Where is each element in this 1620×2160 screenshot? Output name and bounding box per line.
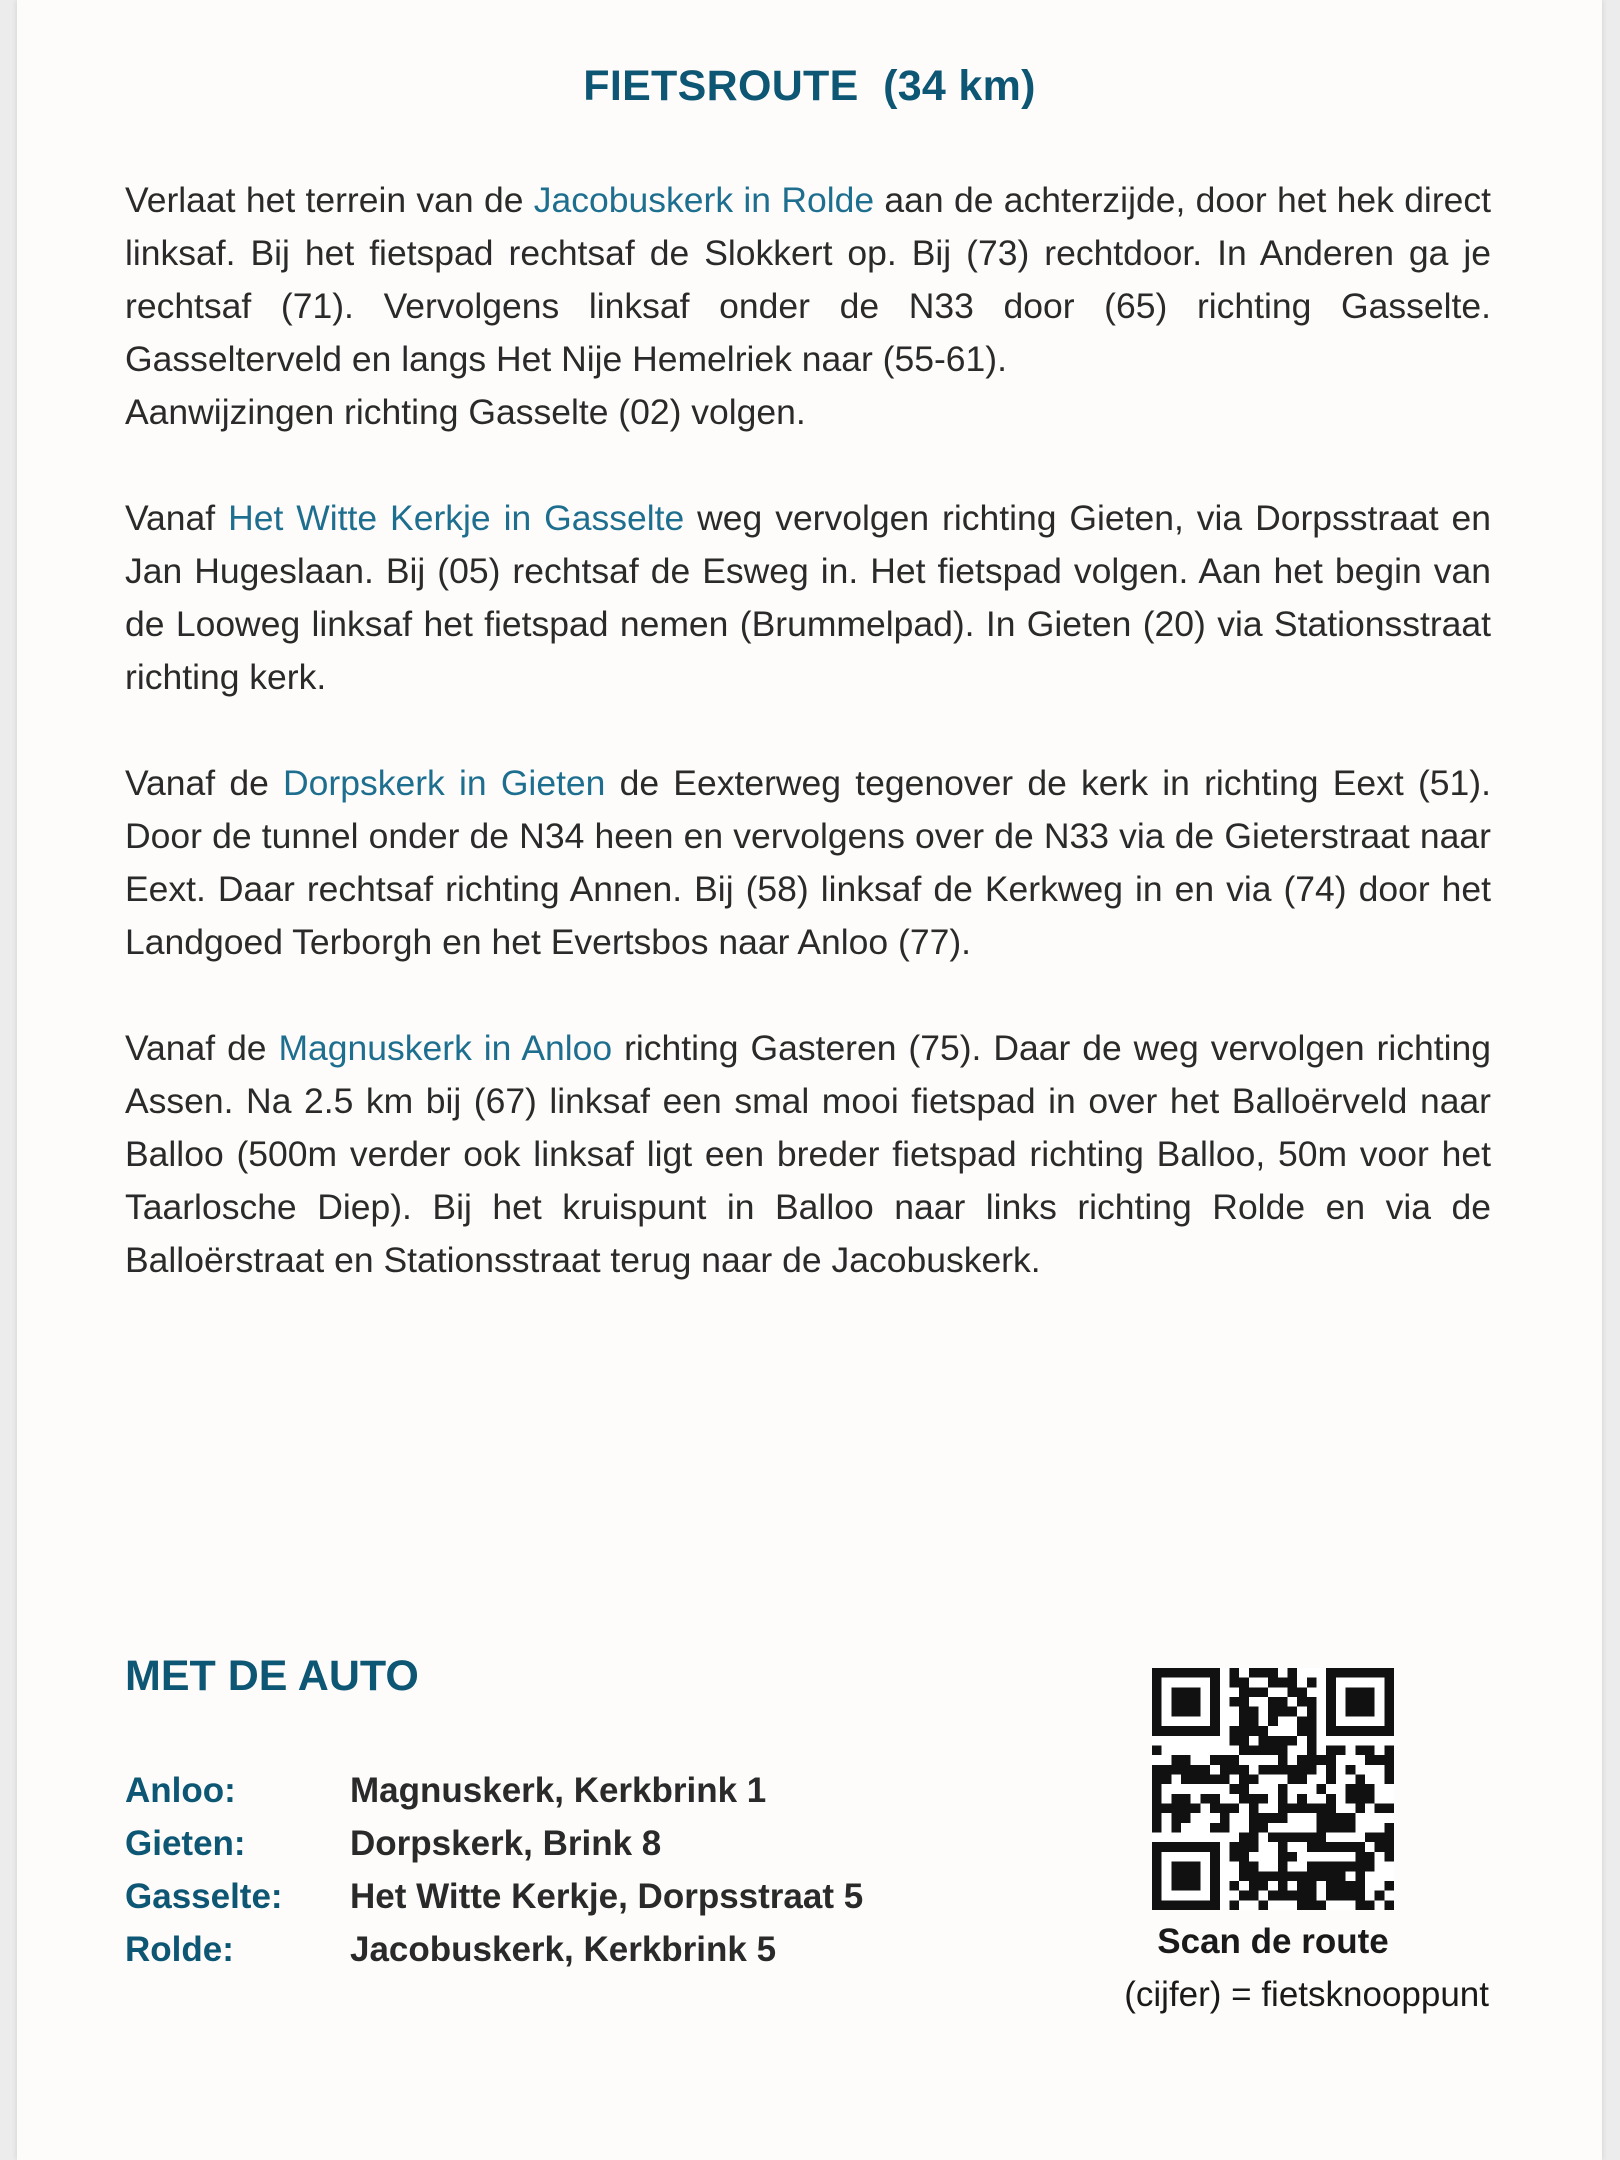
route-paragraph-rolde bbox=[125, 174, 1491, 439]
paragraph-text: Vanaf de bbox=[125, 1028, 279, 1068]
paragraph-text: de Eexterweg tegenover de kerk in richting Eext (51). Door de tunnel onder de N34 heen en vervolgens over de N33 via de Gieterstraat naar Eext. Daar rechtsaf richting Annen. Bij (58) linksaf de Kerkweg in en via (74) door het Landgoed Terborgh en het Evertsbos naar Anloo (77). bbox=[125, 763, 1491, 962]
church-link-magnuskerk[interactable]: Magnuskerk in Anloo bbox=[278, 1028, 613, 1068]
paragraph-text: Aanwijzingen richting Gasselte (02) volgen. bbox=[125, 392, 806, 432]
address-place: Rolde: bbox=[125, 1929, 234, 1969]
address-place: Anloo: bbox=[125, 1770, 236, 1810]
church-link-witte-kerkje[interactable]: Het Witte Kerkje in Gasselte bbox=[228, 498, 685, 538]
address-value: Dorpskerk, Brink 8 bbox=[350, 1823, 662, 1863]
address-row bbox=[125, 1764, 1025, 1817]
node-legend: (cijfer) = fietsknooppunt bbox=[1124, 1975, 1489, 2014]
address-place: Gieten: bbox=[125, 1823, 246, 1863]
paragraph-text: weg vervolgen richting Gieten, via Dorpsstraat en Jan Hugeslaan. Bij (05) rechtsaf de Esweg in. Het fietspad volgen. Aan het begin van de Looweg linksaf het fietspad nemen (Brummelpad). In Gieten (20) via Stationsstraat richting kerk. bbox=[125, 498, 1491, 697]
address-value: Jacobuskerk, Kerkbrink 5 bbox=[350, 1929, 777, 1969]
page-title: FIETSROUTE (34 km) bbox=[583, 62, 1036, 110]
qr-caption: Scan de route bbox=[1157, 1922, 1389, 1961]
route-paragraph-gieten bbox=[125, 757, 1491, 969]
address-row bbox=[125, 1870, 1025, 1923]
route-paragraph-rolde-main bbox=[125, 174, 1491, 386]
paragraph-text: Vanaf bbox=[125, 498, 229, 538]
paragraph-text: Verlaat het terrein van de bbox=[125, 180, 534, 220]
page bbox=[17, 0, 1602, 2160]
route-paragraph-anloo bbox=[125, 1022, 1491, 1287]
church-link-jacobuskerk[interactable]: Jacobuskerk in Rolde bbox=[533, 180, 875, 220]
paragraph-text: Vanaf de bbox=[125, 763, 284, 803]
car-section-heading: MET DE AUTO bbox=[125, 1652, 419, 1700]
address-value: Het Witte Kerkje, Dorpsstraat 5 bbox=[350, 1876, 864, 1916]
qr-code-icon[interactable] bbox=[1152, 1668, 1394, 1910]
address-row bbox=[125, 1817, 1025, 1870]
paragraph-text: aan de achterzijde, door het hek direct linksaf. Bij het fietspad rechtsaf de Slokkert op. Bij (73) rechtdoor. In Anderen ga je rechtsaf (71). Vervolgens linksaf onder de N33 door (65) richting Gasselte. Gasselterveld en langs Het Nije Hemelriek naar (55-61). bbox=[125, 180, 1492, 379]
address-value: Magnuskerk, Kerkbrink 1 bbox=[350, 1770, 767, 1810]
church-link-dorpskerk[interactable]: Dorpskerk in Gieten bbox=[283, 763, 606, 803]
address-list bbox=[125, 1764, 1025, 1976]
paragraph-text: richting Gasteren (75). Daar de weg vervolgen richting Assen. Na 2.5 km bij (67) linksaf een smal mooi fietspad in over het Balloërveld naar Balloo (500m verder ook linksaf ligt een breder fietspad richting Balloo, 50m voor het Taarlosche Diep). Bij het kruispunt in Balloo naar links richting Rolde en via de Balloërstraat en Stationsstraat terug naar de Jacobuskerk. bbox=[125, 1028, 1491, 1280]
address-row bbox=[125, 1923, 1025, 1976]
route-paragraph-gasselte bbox=[125, 492, 1491, 704]
address-place: Gasselte: bbox=[125, 1876, 283, 1916]
